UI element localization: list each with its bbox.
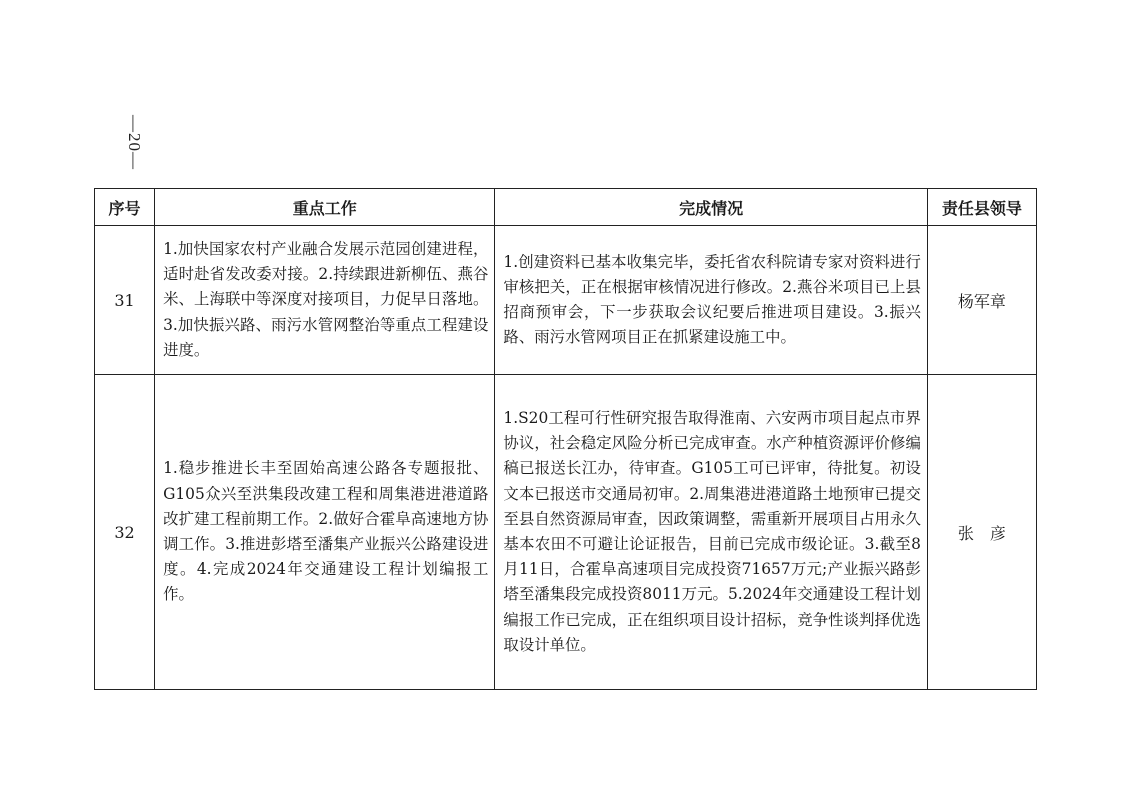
row-task: 1.稳步推进长丰至固始高速公路各专题报批、G105众兴至洪集段改建工程和周集港进港道路改扩建工程前期工作。2.做好合霍阜高速地方协调工作。3.推进彭塔至潘集产业振兴公路建设进度。4.完成2024年交通建设工程计划编报工作。: [155, 375, 495, 690]
table-row: [95, 226, 1037, 375]
row-task: 1.加快国家农村产业融合发展示范园创建进程，适时赴省发改委对接。2.持续跟进新柳伍、燕谷米、上海联中等深度对接项目，力促早日落地。3.加快振兴路、雨污水管网整治等重点工程建设进度。: [155, 226, 495, 375]
table-row: [95, 375, 1037, 690]
row-seq: 31: [95, 226, 155, 375]
table-header-row: [95, 189, 1037, 226]
row-leader: 张 彦: [927, 375, 1036, 690]
key-work-table: [94, 188, 1037, 690]
row-seq: 32: [95, 375, 155, 690]
row-leader: 杨军章: [927, 226, 1036, 375]
row-status: 1.S20工程可行性研究报告取得淮南、六安两市项目起点市界协议，社会稳定风险分析已完成审查。水产种植资源评价修编稿已报送长江办，待审查。G105工可已评审，待批复。初设文本已报送市交通局初审。2.周集港进港道路土地预审已提交至县自然资源局审查，因政策调整，需重新开展项目占用永久基本农田不可避让论证报告，目前已完成市级论证。3.截至8月11日，合霍阜高速项目完成投资71657万元;产业振兴路彭塔至潘集段完成投资8011万元。5.2024年交通建设工程计划编报工作已完成，正在组织项目设计招标，竞争性谈判择优选取设计单位。: [495, 375, 927, 690]
header-seq: 序号: [95, 189, 155, 226]
header-leader: 责任县领导: [927, 189, 1036, 226]
page-number: —20—: [125, 115, 144, 170]
row-status: 1.创建资料已基本收集完毕，委托省农科院请专家对资料进行审核把关，正在根据审核情况进行修改。2.燕谷米项目已上县招商预审会，下一步获取会议纪要后推进项目建设。3.振兴路、雨污水管网项目正在抓紧建设施工中。: [495, 226, 927, 375]
header-status: 完成情况: [495, 189, 927, 226]
header-task: 重点工作: [155, 189, 495, 226]
